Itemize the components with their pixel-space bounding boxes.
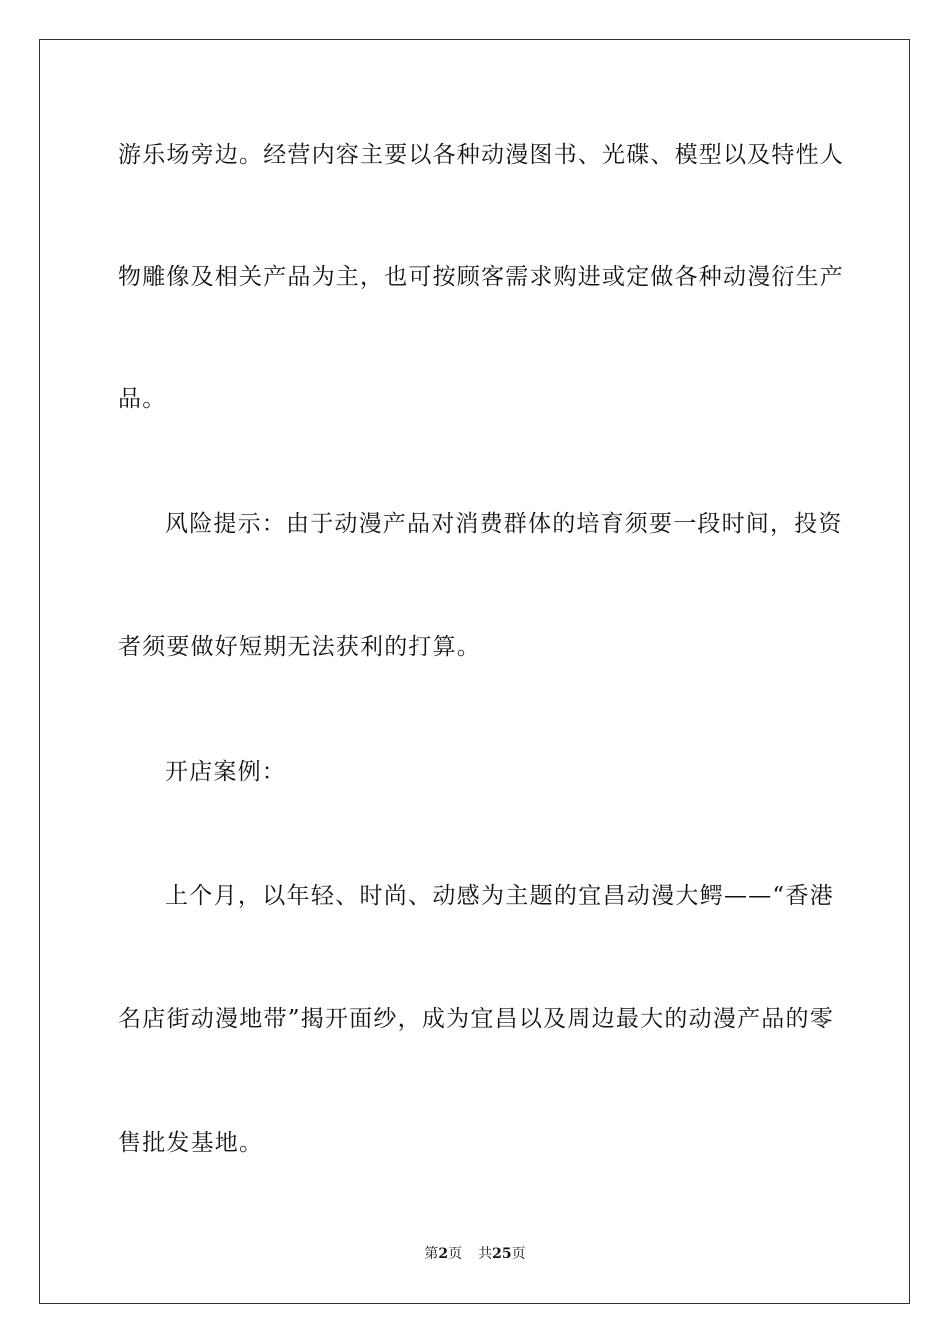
footer-total-suffix: 页 <box>511 1246 526 1262</box>
footer-page-current: 2 <box>438 1246 449 1262</box>
body-line-5: 者须要做好短期无法获利的打算。 <box>118 634 481 660</box>
body-line-6: 开店案例： <box>165 759 286 785</box>
footer-page-total: 25 <box>492 1246 512 1262</box>
body-line-4: 风险提示：由于动漫产品对消费群体的培育须要一段时间，投资 <box>165 511 843 537</box>
body-line-9: 售批发基地。 <box>118 1130 264 1156</box>
body-line-1: 游乐场旁边。经营内容主要以各种动漫图书、光碟、模型以及特性人 <box>118 142 844 168</box>
footer-total-prefix: 共 <box>478 1246 493 1262</box>
footer-page-prefix: 第 <box>424 1246 439 1262</box>
page-frame <box>39 39 910 1304</box>
footer-page-suffix: 页 <box>448 1246 463 1262</box>
page-footer <box>0 1245 950 1263</box>
body-line-7: 上个月，以年轻、时尚、动感为主题的宜昌动漫大鳄——“香港 <box>165 883 834 909</box>
body-line-8: 名店街动漫地带”揭开面纱，成为宜昌以及周边最大的动漫产品的零 <box>118 1006 834 1032</box>
body-line-2: 物雕像及相关产品为主，也可按顾客需求购进或定做各种动漫衍生产 <box>118 264 844 290</box>
body-line-3: 品。 <box>118 386 167 412</box>
